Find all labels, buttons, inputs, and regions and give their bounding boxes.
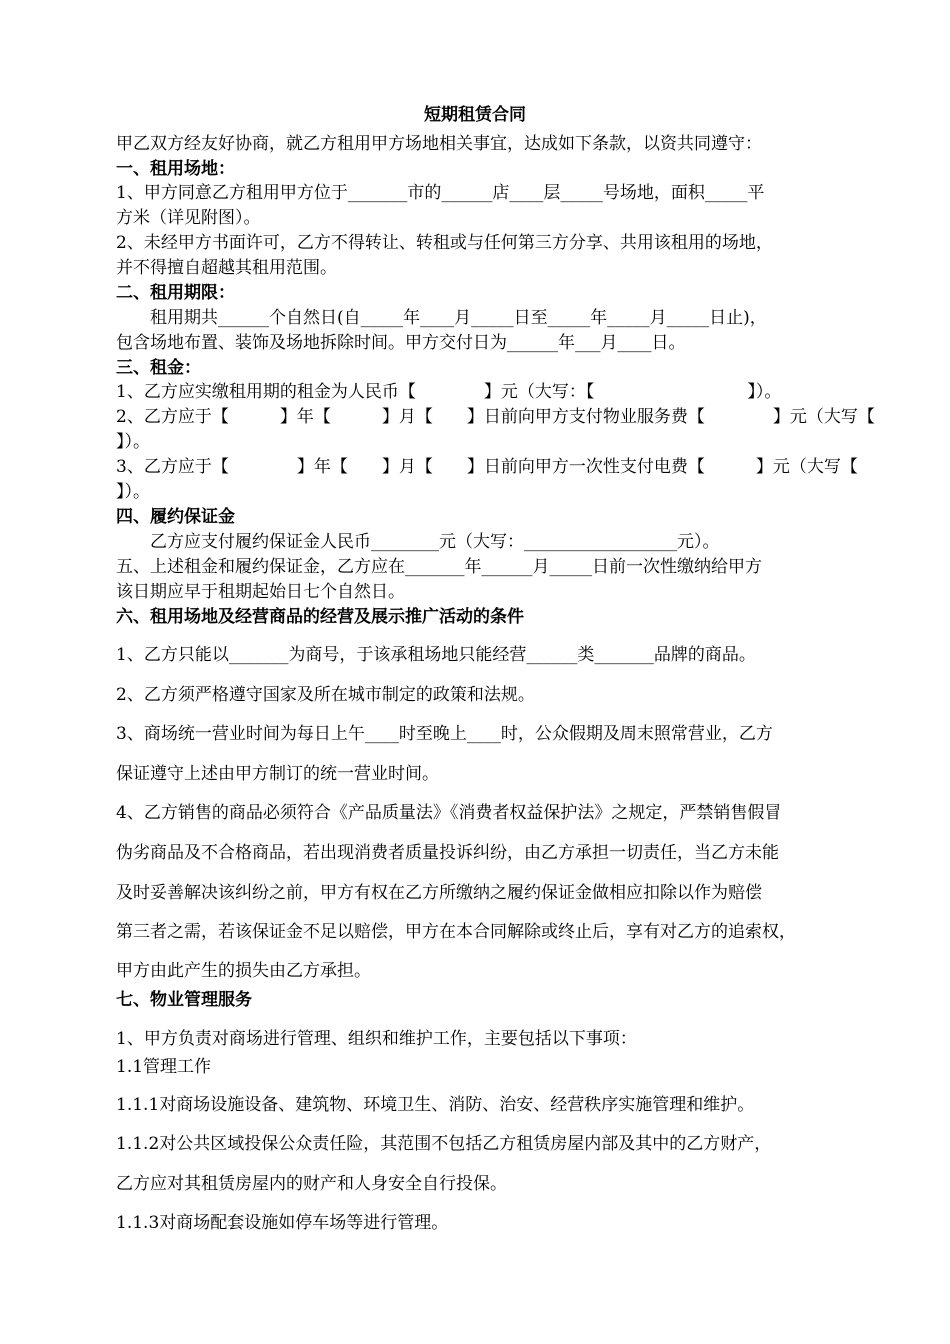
section-heading-1: 一、租用场地： — [116, 159, 235, 179]
clause-text: 伪劣商品及不合格商品，若出现消费者质量投诉纠纷，由乙方承担一切责任，当乙方未能 — [116, 843, 779, 863]
clause-text: 方米（详见附图）。 — [116, 208, 261, 228]
document-title: 短期租赁合同 — [424, 105, 526, 125]
clause-text: 1、甲方负责对商场进行管理、组织和维护工作，主要包括以下事项： — [116, 1029, 637, 1049]
clause-text: 1.1.3对商场配套设施如停车场等进行管理。 — [116, 1213, 449, 1233]
clause-text: 1.1管理工作 — [116, 1057, 212, 1077]
clause-text: 2、乙方须严格遵守国家及所在城市制定的政策和法规。 — [116, 685, 535, 705]
clause-text: 1、乙方应实缴租用期的租金为人民币【 】元（大写：【 】）。 — [116, 382, 782, 402]
clause-text: 】）。 — [116, 482, 150, 502]
clause-text: 1.1.1对商场设施设备、建筑物、环境卫生、消防、治安、经营秩序实施管理和维护。 — [116, 1095, 755, 1115]
clause-text: 】）。 — [116, 432, 150, 452]
clause-text: 2、乙方应于【 】年【 】月【 】日前向甲方支付物业服务费【 】元（大写【 — [116, 407, 875, 427]
section-heading-7: 七、物业管理服务 — [116, 990, 252, 1010]
clause-text: 2、未经甲方书面许可，乙方不得转让、转租或与任何第三方分享、共用该租用的场地， — [116, 233, 773, 253]
section-heading-4: 四、履约保证金 — [116, 507, 235, 527]
clause-text: 3、商场统一营业时间为每日上午____时至晚上____时，公众假期及周末照常营业，乙方 — [116, 724, 773, 744]
clause-text: 1、甲方同意乙方租用甲方位于_______市的______店____层_____号场地，面积_____平 — [116, 183, 765, 203]
clause-text: 乙方应支付履约保证金人民币________元（大写：__________________元）。 — [116, 532, 720, 552]
clause-text: 4、乙方销售的商品必须符合《产品质量法》《消费者权益保护法》之规定，严禁销售假冒 — [116, 803, 782, 823]
intro-paragraph: 甲乙双方经友好协商，就乙方租用甲方场地相关事宜，达成如下条款，以资共同遵守： — [116, 134, 762, 154]
section-heading-6: 六、租用场地及经营商品的经营及展示推广活动的条件 — [116, 607, 524, 627]
clause-text: 该日期应早于租期起始日七个自然日。 — [116, 582, 405, 602]
clause-text: 3、乙方应于【 】年【 】月【 】日前向甲方一次性支付电费【 】元（大写【 — [116, 457, 858, 477]
clause-text: 保证遵守上述由甲方制订的统一营业时间。 — [116, 764, 439, 784]
clause-text: 乙方应对其租赁房屋内的财产和人身安全自行投保。 — [116, 1174, 507, 1194]
clause-text: 五、上述租金和履约保证金，乙方应在_______年______月_____日前一次性缴纳给甲方 — [116, 557, 762, 577]
clause-text: 并不得擅自超越其租用范围。 — [116, 258, 337, 278]
section-heading-2: 二、租用期限： — [116, 283, 235, 303]
clause-text: 及时妥善解决该纠纷之前，甲方有权在乙方所缴纳之履约保证金做相应扣除以作为赔偿 — [116, 883, 762, 903]
clause-text: 第三者之需，若该保证金不足以赔偿，甲方在本合同解除或终止后，享有对乙方的追索权， — [116, 922, 796, 942]
clause-text: 1.1.2对公共区域投保公众责任险，其范围不包括乙方租赁房屋内部及其中的乙方财产， — [116, 1134, 772, 1154]
section-heading-3: 三、租金： — [116, 358, 201, 378]
clause-text: 租用期共______个自然日(自_____年____月_____日至_____年_____月_____日止)， — [116, 308, 767, 328]
clause-text: 包含场地布置、装饰及场地拆除时间。甲方交付日为______年___月____日。 — [116, 333, 686, 353]
clause-text: 1、乙方只能以_______为商号，于该承租场地只能经营______类_______品牌的商品。 — [116, 645, 756, 665]
clause-text: 甲方由此产生的损失由乙方承担。 — [116, 961, 371, 981]
